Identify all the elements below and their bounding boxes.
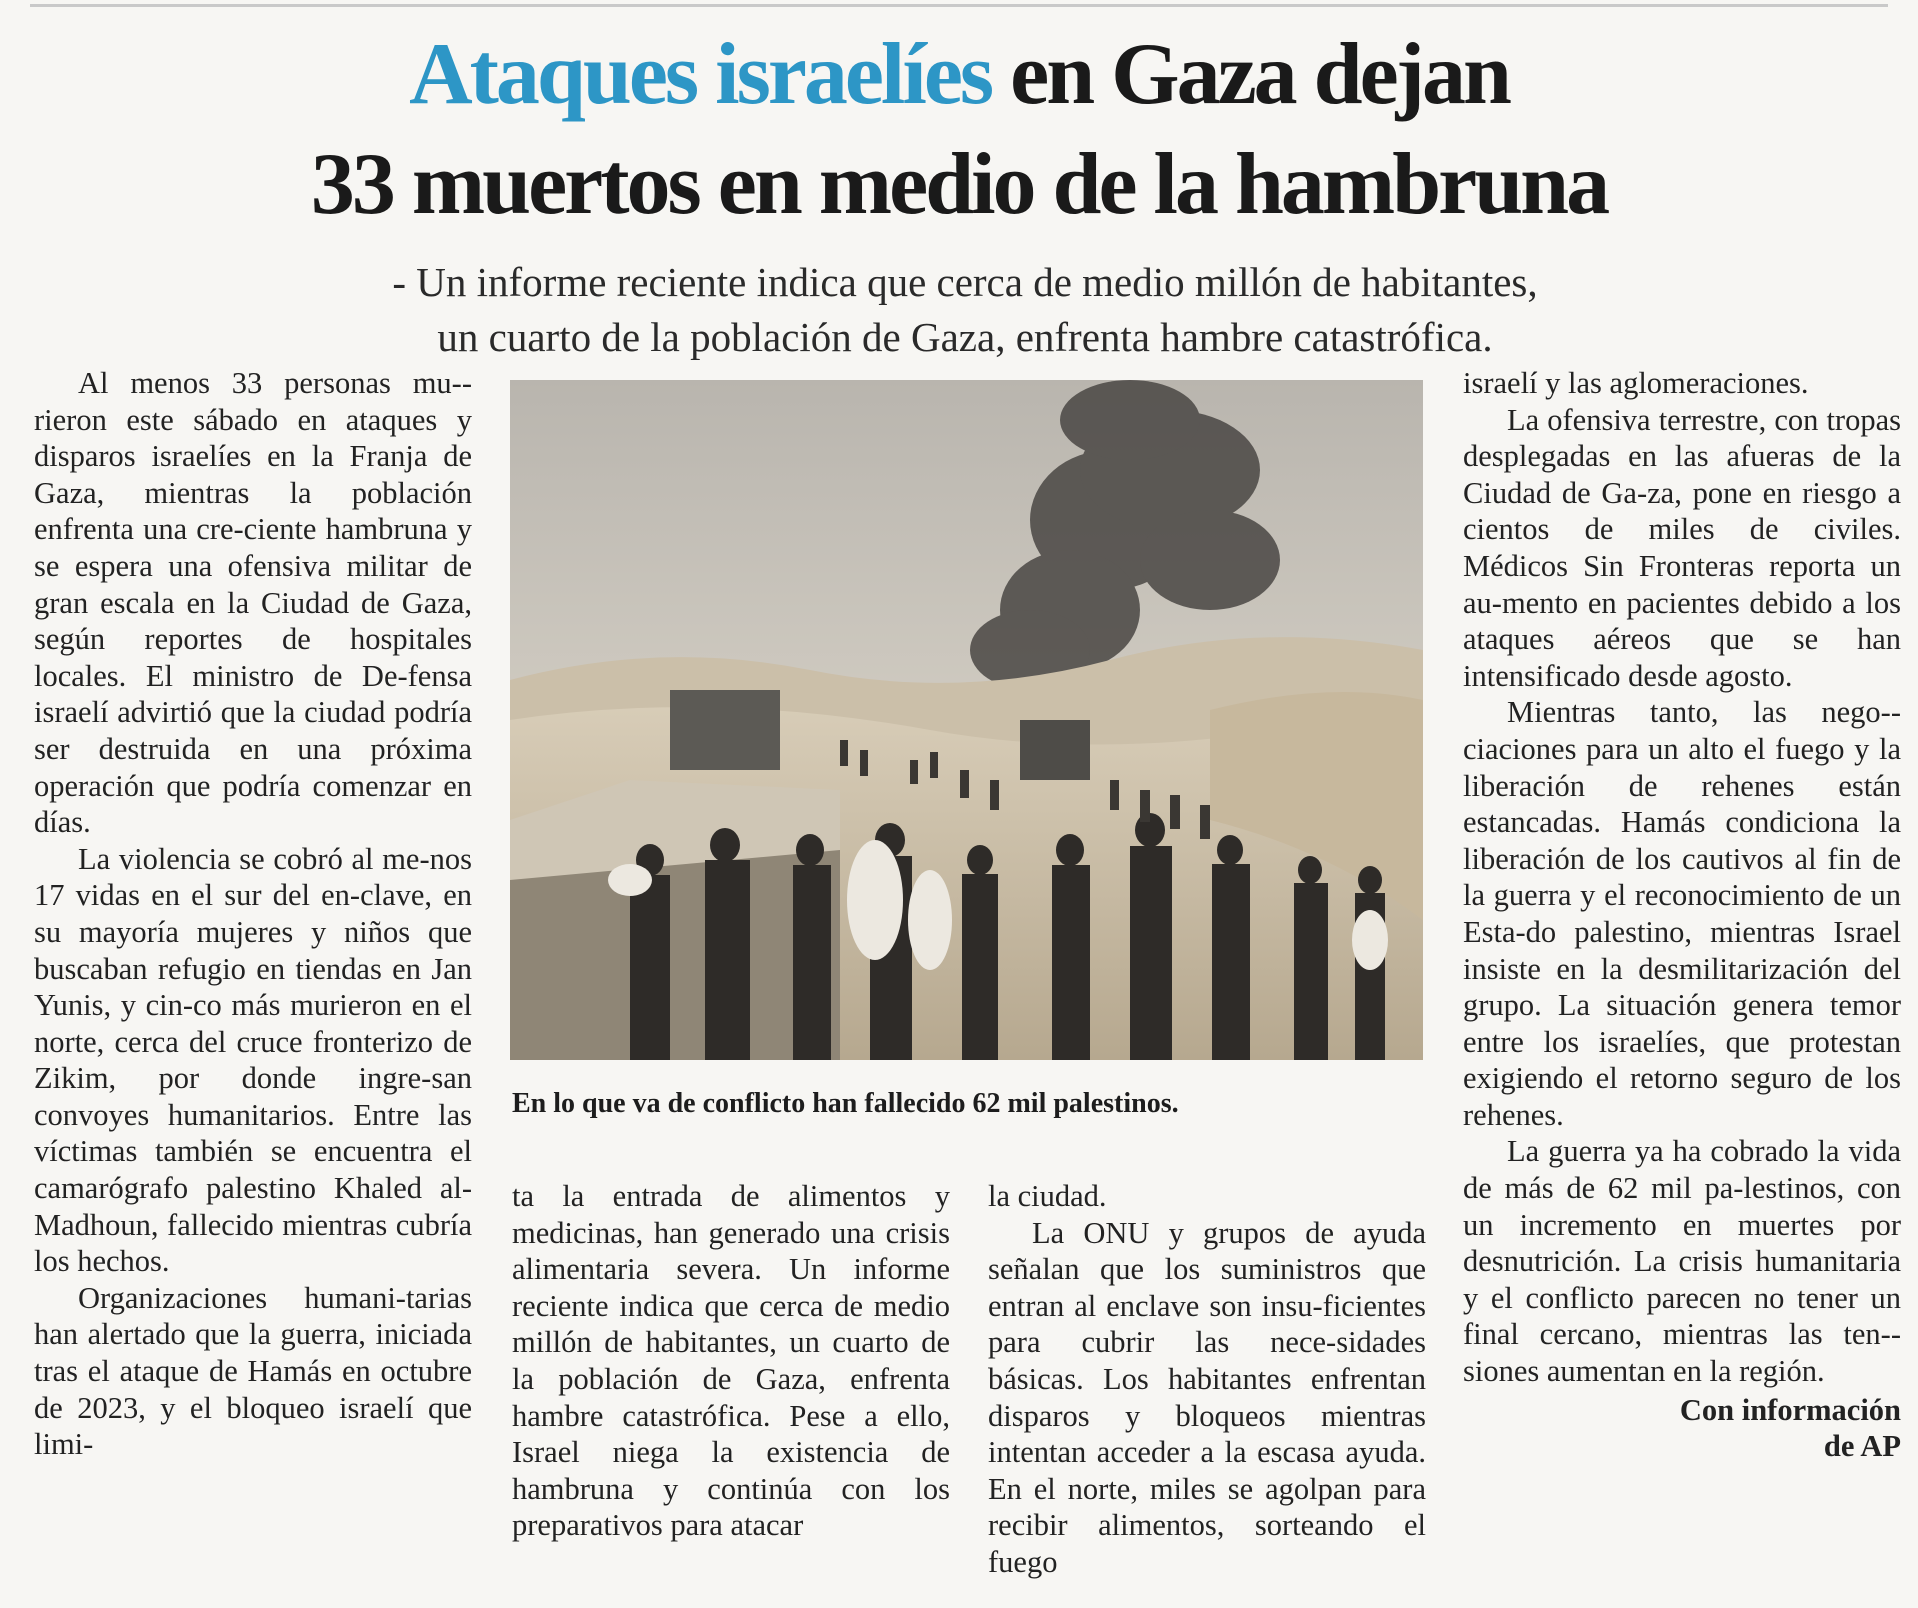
credit-line2: de AP: [1823, 1429, 1901, 1464]
deck-line1: - Un informe reciente indica que cerca de medio millón de habitantes,: [392, 259, 1538, 305]
headline: [0, 20, 1918, 240]
paragraph: La ONU y grupos de ayuda señalan que los suministros que entran al enclave son insu-ficientes para cubrir las nece-sidades básicas. Los habitantes enfrentan disparos y bloqueos mientras intentan acceder a la escasa ayuda. En el norte, miles se agolpan para recibir alimentos, sorteando el fuego: [988, 1215, 1426, 1579]
paragraph: Organizaciones humani-tarias han alertado que la guerra, iniciada tras el ataque de Hamás en octubre de 2023, y el bloqueo israelí que limi-: [34, 1280, 472, 1462]
photo-illustration: [510, 380, 1423, 1060]
source-credit: [1463, 1392, 1901, 1465]
article-column-4: [1463, 365, 1901, 1465]
credit-line1: Con información: [1679, 1392, 1901, 1427]
deck-line2: un cuarto de la población de Gaza, enfrenta hambre catastrófica.: [437, 314, 1493, 360]
article-column-3: [988, 1178, 1426, 1581]
paragraph: la ciudad.: [988, 1179, 1107, 1213]
deck-subheadline: [300, 255, 1630, 365]
paragraph: ta la entrada de alimentos y medicinas, han generado una crisis alimentaria severa. Un informe reciente indica que cerca de medio millón de habitantes, un cuarto de la población de Gaza, enfrenta hambre catastrófica. Pese a ello, Israel niega la existencia de hambruna y continúa con los preparativos para atacar: [512, 1179, 950, 1543]
article-column-1: [34, 365, 472, 1463]
headline-accent: Ataques israelíes: [409, 26, 992, 123]
photo-caption: En lo que va de conflicto han fallecido 62 mil palestinos.: [512, 1088, 1179, 1119]
news-photo: [510, 380, 1423, 1060]
headline-line2: 33 muertos en medio de la hambruna: [310, 136, 1608, 233]
paragraph: La guerra ya ha cobrado la vida de más de 62 mil pa-lestinos, con un incremento en muertes por desnutrición. La crisis humanitaria y el conflicto parecen no tener un final cercano, mientras las ten-siones aumentan en la región.: [1463, 1134, 1901, 1389]
headline-line1-rest: en Gaza dejan: [991, 26, 1509, 123]
paragraph: israelí y las aglomeraciones.: [1463, 366, 1809, 400]
paragraph: Al menos 33 personas mu-rieron este sábado en ataques y disparos israelíes en la Franja de Gaza, mientras la población enfrenta una cre-ciente hambruna y se espera una ofensiva militar de gran escala en la Ciudad de Gaza, según reportes de hospitales locales. El ministro de De-fensa israelí advirtió que la ciudad podría ser destruida en una próxima operación que podría comenzar en días.: [34, 366, 472, 840]
paragraph: La ofensiva terrestre, con tropas desplegadas en las afueras de la Ciudad de Ga-za, pone en riesgo a cientos de miles de civiles. Médicos Sin Fronteras reporta un au-mento en pacientes debido a los ataques aéreos que se han intensificado desde agosto.: [1463, 402, 1901, 693]
top-rule: [30, 4, 1888, 7]
article-column-2: [512, 1178, 950, 1544]
paragraph: Mientras tanto, las nego-ciaciones para un alto el fuego y la liberación de rehenes están estancadas. Hamás condiciona la liberación de los cautivos al fin de la guerra y el reconocimiento de un Esta-do palestino, mientras Israel insiste en la desmilitarización del grupo. La situación genera temor entre los israelíes, que protestan exigiendo el retorno seguro de los rehenes.: [1463, 695, 1901, 1132]
paragraph: La violencia se cobró al me-nos 17 vidas en el sur del en-clave, en su mayoría mujeres y niños que buscaban refugio en tiendas en Jan Yunis, y cin-co más murieron en el norte, cerca del cruce fronterizo de Zikim, por donde ingre-san convoyes humanitarios. Entre las víctimas también se encuentra el camarógrafo palestino Khaled al-Madhoun, fallecido mientras cubría los hechos.: [34, 841, 472, 1279]
